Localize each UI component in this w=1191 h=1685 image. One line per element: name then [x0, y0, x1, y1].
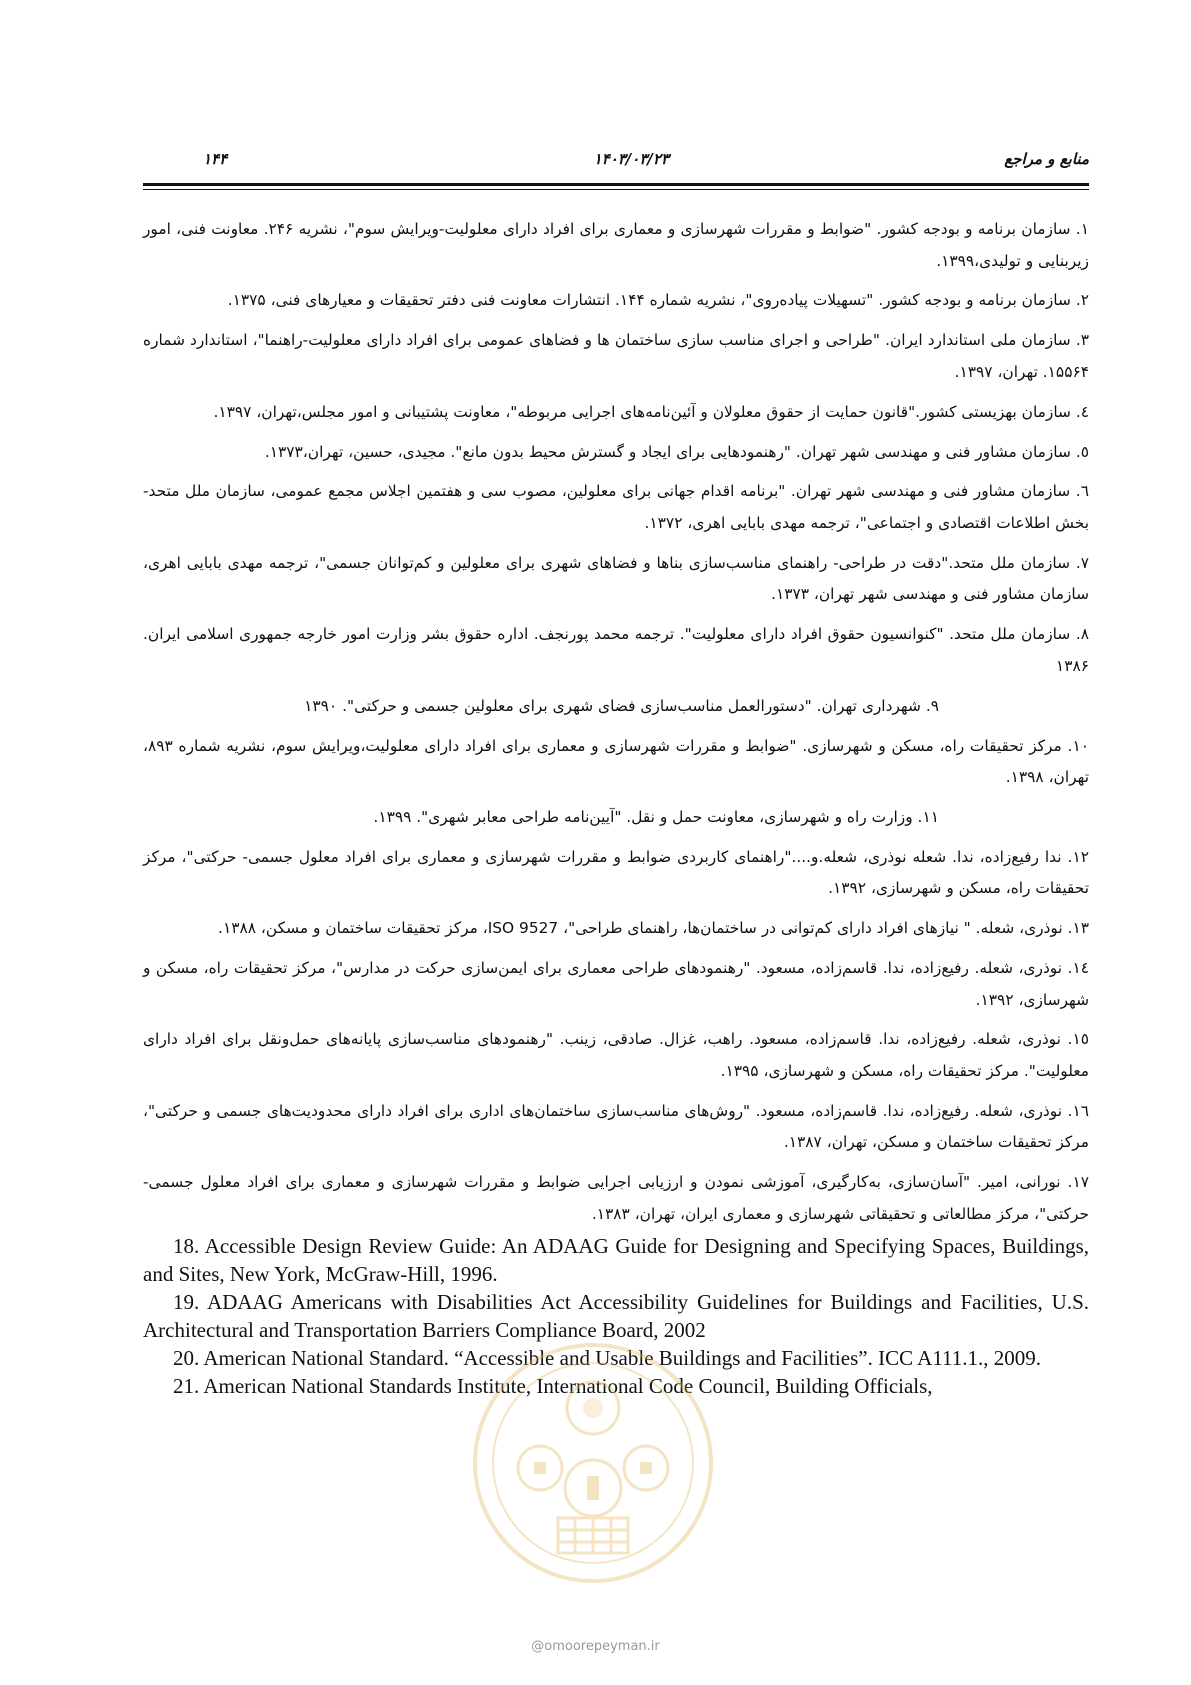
reference-item: ١٤. نوذری، شعله. رفیع‌زاده، ندا. قاسم‌زاده، مسعود. "رهنمودهای طراحی معماری برای ایمن‌سازی حرکت در مدارس"، مرکز تحقیقات راه، مسکن و شهرسازی، ۱۳۹۲.	[143, 959, 1089, 1009]
reference-list	[143, 214, 1089, 1400]
reference-item: ۱۲. ندا رفیع‌زاده، ندا. شعله نوذری، شعله.و...."راهنمای کاربردی ضوابط و مقررات شهرسازی و معماری برای افراد معلول جسمی- حرکتی"، مرکز تحقیقات راه، مسکن و شهرسازی، ۱۳۹۲.	[143, 847, 1089, 898]
reference-item: ۱۳. نوذری، شعله. " نیازهای افراد دارای کم‌توانی در ساختمان‌ها، راهنمای طراحی"، ISO 9527، مرکز تحقیقات ساختمان و مسکن، ۱۳۸۸.	[218, 919, 1089, 938]
reference-item: ۹. شهرداری تهران. "دستورالعمل مناسب‌سازی فضای شهری برای معلولین جسمی و حرکتی". ۱۳۹۰	[304, 696, 939, 715]
reference-item: 20. American National Standard. “Accessible and Usable Buildings and Facilities”. ICC A111.1., 2009.	[173, 1346, 1042, 1371]
header-page-number: ۱۴۴	[203, 150, 228, 168]
header-section-title: منابع و مراجع	[1004, 150, 1089, 168]
reference-item: ۱۷. نورانی، امیر. "آسان‌سازی، به‌کارگیری، آموزشی نمودن و ارزیابی اجرایی ضوابط و مقررات شهرسازی و معماری برای افراد معلول جسمی-حرکتی"، مرکز مطالعاتی و تحقیقاتی شهرسازی و معماری ایران، تهران، ۱۳۸۳.	[143, 1173, 1089, 1223]
reference-item: ۱٥. نوذری، شعله. رفیع‌زاده، ندا. قاسم‌زاده، مسعود. راهب، غزال. صادقی، زینب. "رهنمودهای مناسب‌سازی پایانه‌های حمل‌ونقل برای افراد دارای معلولیت". مرکز تحقیقات راه، مسکن و شهرسازی، ۱۳۹۵.	[143, 1030, 1089, 1080]
header-rule-thick	[143, 183, 1089, 186]
reference-item: ٦. سازمان مشاور فنی و مهندسی شهر تهران. "برنامه اقدام جهانی برای معلولین، مصوب سی و هفتمین اجلاس مجمع عمومی، سازمان ملل متحد- بخش اطلاعات اقتصادی و اجتماعی"، ترجمه مهدی بابایی اهری، ۱۳۷۲.	[143, 482, 1089, 532]
reference-item: ۳. سازمان ملی استاندارد ایران. "طراحی و اجرای مناسب سازی ساختمان ها و فضاهای عمومی برای افراد دارای معلولیت-راهنما"، استاندارد شماره ۱۵۵۶۴. تهران، ۱۳۹۷.	[143, 331, 1089, 381]
reference-item: ٥. سازمان مشاور فنی و مهندسی شهر تهران. "رهنمودهایی برای ایجاد و گسترش محیط بدون مانع". مجیدی، حسین، تهران،۱۳۷۳.	[264, 442, 1089, 461]
header-rule-thin	[143, 189, 1089, 190]
reference-item: ۷. سازمان ملل متحد."دقت در طراحی- راهنمای مناسب‌سازی بناها و فضاهای شهری برای معلولین و کم‌توانان جسمی"، ترجمه مهدی بابایی اهری، سازمان مشاور فنی و مهندسی شهر تهران، ۱۳۷۳.	[143, 553, 1089, 604]
running-header	[143, 150, 1089, 180]
watermark-seal-icon	[468, 1338, 718, 1588]
reference-item: ۱. سازمان برنامه و بودجه کشور. "ضوابط و مقررات شهرسازی و معماری برای افراد دارای معلولیت-ویرایش سوم"، نشریه ۲۴۶. معاونت فنی، امور زیربنایی و تولیدی،۱۳۹۹.	[143, 220, 1089, 270]
reference-item: ۸. سازمان ملل متحد. "کنوانسیون حقوق افراد دارای معلولیت". ترجمه محمد پورنجف. اداره حقوق بشر وزارت امور خارجه جمهوری اسلامی ایران. ۱۳۸۶	[143, 625, 1089, 675]
watermark-text: @omoorepeyman.ir	[531, 1639, 660, 1654]
reference-item: ۱٦. نوذری، شعله. رفیع‌زاده، ندا. قاسم‌زاده، مسعود. "روش‌های مناسب‌سازی ساختمان‌های اداری برای افراد دارای محدودیت‌های جسمی و حرکتی"، مرکز تحقیقات ساختمان و مسکن، تهران، ۱۳۸۷.	[143, 1101, 1089, 1152]
header-date: ۱۴۰۳/۰۳/۲۳	[593, 150, 669, 168]
reference-item: ۱۱. وزارت راه و شهرسازی، معاونت حمل و نقل. "آیین‌نامه طراحی معابر شهری". ۱۳۹۹.	[373, 807, 939, 826]
reference-item: ۲. سازمان برنامه و بودجه کشور. "تسهیلات پیاده‌روی"، نشریه شماره ۱۴۴. انتشارات معاونت فنی دفتر تحقیقات و معیارهای فنی، ۱۳۷۵.	[227, 291, 1089, 310]
reference-item: 19. ADAAG Americans with Disabilities Act Accessibility Guidelines for Buildings and Facilities, U.S. Architectural and Transportation Barriers Compliance Board, 2002	[143, 1290, 1090, 1343]
reference-item: 18. Accessible Design Review Guide: An ADAAG Guide for Designing and Specifying Spaces, Buildings, and Sites, New York, McGraw-Hill, 1996.	[143, 1234, 1090, 1287]
reference-item: ۱۰. مرکز تحقیقات راه، مسکن و شهرسازی. "ضوابط و مقررات شهرسازی و معماری برای افراد دارای معلولیت،ویرایش سوم، نشریه شماره ۸۹۳، تهران، ۱۳۹۸.	[143, 736, 1089, 787]
reference-item: 21. American National Standards Institute, International Code Council, Building Officials,	[173, 1374, 933, 1399]
reference-item: ٤. سازمان بهزیستی کشور."قانون حمایت از حقوق معلولان و آئین‌نامه‌های اجرایی مربوطه"، معاونت پشتیبانی و امور مجلس،تهران، ۱۳۹۷.	[213, 402, 1089, 421]
